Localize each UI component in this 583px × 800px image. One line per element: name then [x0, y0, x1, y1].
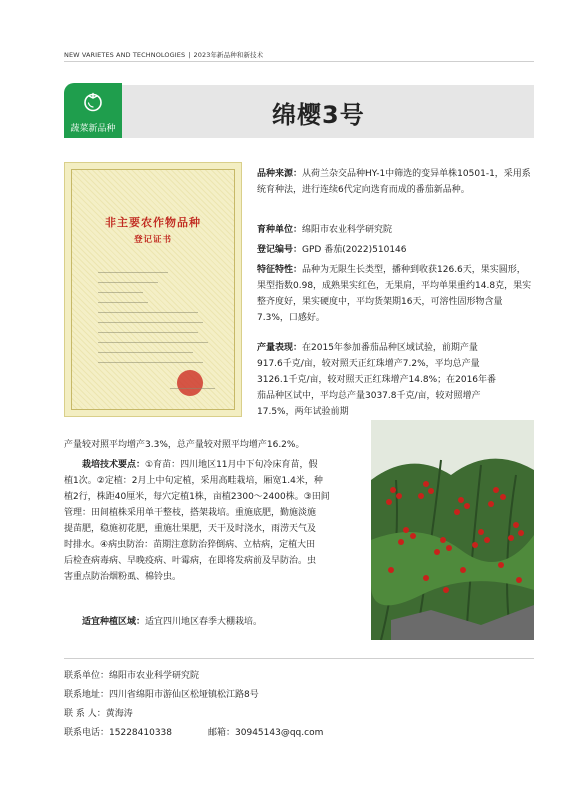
yield-label: 产量表现： [257, 343, 303, 353]
cultivation-line: ①育苗：四川地区11月中下旬冷床育苗，假 [145, 460, 318, 470]
traits-label: 特征特性： [257, 265, 303, 275]
area-paragraph [82, 614, 369, 630]
contact-address-value: 四川省绵阳市游仙区松垭镇松江路8号 [109, 690, 259, 700]
contact-unit-label: 联系单位： [64, 671, 110, 681]
yield-line: 917.6千克/亩，较对照天正红珠增产7.2%，平均总产量 [257, 359, 480, 369]
certificate-text-line [98, 272, 168, 273]
certificate-text-line [98, 322, 203, 323]
cultivation-label: 栽培技术要点： [82, 460, 146, 470]
traits-paragraph [257, 262, 534, 326]
contact-email-value: 30945143@qq.com [235, 728, 324, 738]
tomato-icon [82, 90, 104, 112]
header-right: 2023年新品种和新技术 [193, 51, 264, 59]
contact-person-label: 联 系 人： [64, 709, 106, 719]
cultivation-paragraph [64, 457, 369, 585]
certificate-text-line [98, 282, 158, 283]
running-header [64, 50, 263, 59]
header-divider: | [188, 51, 191, 59]
breeder-text: 绵阳市农业科学研究院 [302, 225, 393, 235]
certificate-seal [177, 370, 203, 396]
yield-paragraph [257, 340, 534, 420]
page-title: 绵樱3号 [272, 101, 365, 129]
certificate-text-line [98, 292, 143, 293]
contact-unit [64, 668, 199, 681]
cultivation-line: 提苗肥，稳施初花肥，重施壮果肥，天干及时浇水，雨涝天气及 [64, 524, 317, 534]
yield-line: 茄品种区试中，平均总产量3037.8千克/亩，较对照增产 [257, 391, 481, 401]
breeder-paragraph [257, 222, 534, 238]
certificate-text-line [98, 312, 198, 313]
contact-person-value: 黄海涛 [105, 709, 133, 719]
certificate-text-line [98, 332, 198, 333]
source-label: 品种来源： [257, 169, 303, 179]
area-text: 适宜四川地区春季大棚栽培。 [145, 617, 263, 627]
certificate-date-line [170, 388, 215, 389]
contact-phone-value: 15228410338 [109, 728, 173, 738]
certificate-image [64, 162, 242, 417]
certificate-text-line [98, 342, 208, 343]
cultivation-line: 后检查病毒病、早晚疫病、叶霉病，在即将发病前及早防治。虫 [64, 556, 317, 566]
footer-rule [64, 658, 534, 659]
breeder-label: 育种单位： [257, 225, 303, 235]
certificate-frame [71, 169, 235, 410]
certificate-title: 非主要农作物品种 [105, 216, 201, 229]
contact-unit-value: 绵阳市农业科学研究院 [109, 671, 200, 681]
cultivation-line: 植1次。②定植：2月上中旬定植，采用高畦栽培，厢宽1.4米，种 [64, 476, 323, 486]
yield-line: 产量较对照平均增产3.3%，总产量较对照平均增产16.2%。 [64, 440, 305, 450]
contact-email-label: 邮箱： [208, 728, 236, 738]
title-bar [122, 85, 534, 138]
contact-address [64, 687, 259, 700]
header-left: NEW VARIETES AND TECHNOLOGIES [64, 51, 186, 59]
registration-label: 登记编号： [257, 245, 303, 255]
contact-person [64, 706, 133, 719]
badge-label: 蔬菜新品种 [70, 124, 116, 134]
registration-paragraph [257, 242, 534, 258]
cultivation-line: 害重点防治烟粉虱、棉铃虫。 [64, 572, 182, 582]
certificate-text-line [98, 352, 193, 353]
yield-line: 17.5%，两年试验前期 [257, 407, 349, 417]
contact-phone-label: 联系电话： [64, 728, 110, 738]
category-badge [64, 83, 122, 138]
source-text: 从荷兰杂交品种HY-1中筛选的变异单株10501-1，采用系统育种法，进行连续6代定向选育而成的番茄新品种。 [257, 169, 531, 195]
cultivation-line: 管理：田间植株采用单干整枝，搭架栽培。重施底肥，勤施淡施 [64, 508, 317, 518]
contact-phone [64, 725, 323, 738]
yield-line: 在2015年参加番茄品种区域试验，前期产量 [302, 343, 478, 353]
certificate-subtitle: 登记证书 [133, 235, 172, 245]
header-rule [64, 61, 534, 62]
yield-continued [64, 437, 369, 453]
certificate-text-line [98, 362, 203, 363]
yield-line: 3126.1千克/亩，较对照天正红珠增产14.8%；在2016年番 [257, 375, 497, 385]
source-paragraph [257, 166, 534, 198]
cultivation-line: 植2行，株距40厘米，每穴定植1株，亩植2300～2400株。③田间 [64, 492, 330, 502]
traits-text: 品种为无限生长类型，播种到收获126.6天，果实圆形，果型指数0.98，成熟果实红色，无果肩，平均单果重约14.8克，果实整齐度好，果实硬度中，平均货架期16天，可溶性固形物含量7.3%，口感好。 [257, 265, 532, 323]
registration-text: GPD 番茄(2022)510146 [302, 245, 407, 255]
certificate-text-line [98, 302, 148, 303]
tomato-plant-photo [371, 420, 534, 640]
contact-address-label: 联系地址： [64, 690, 110, 700]
cultivation-line: 时排水。④病虫防治：苗期注意防治猝倒病、立枯病，定植大田 [64, 540, 316, 550]
area-label: 适宜种植区域： [82, 617, 146, 627]
